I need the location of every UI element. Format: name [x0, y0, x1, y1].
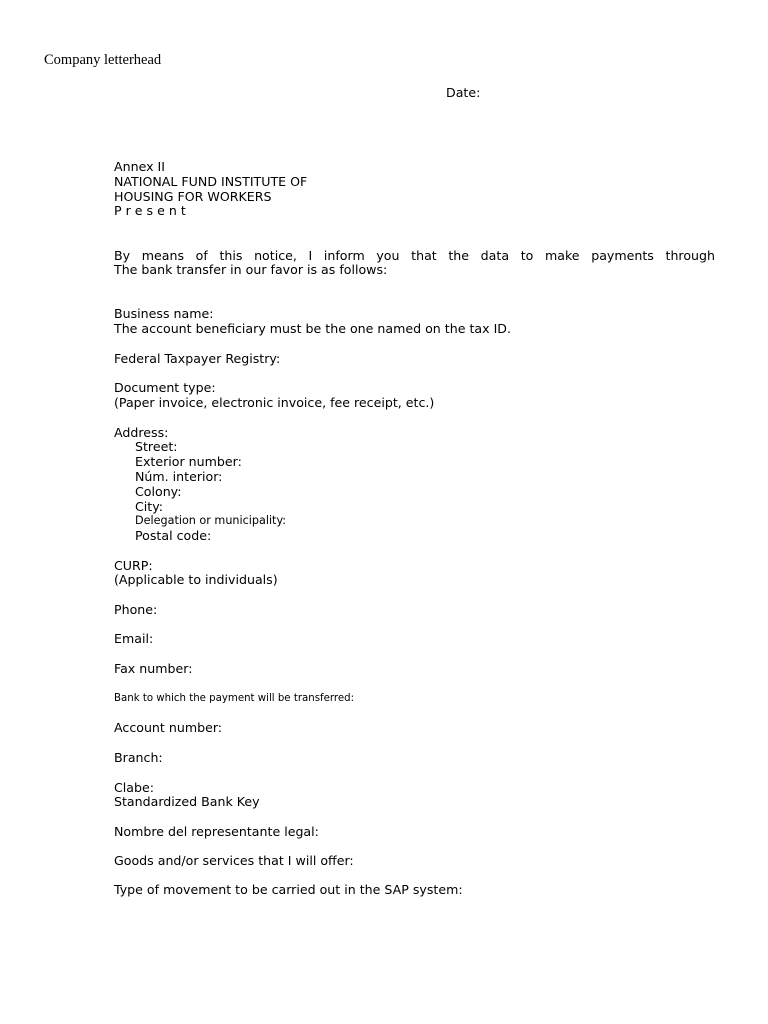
intro-line2: The bank transfer in our favor is as follows:: [114, 262, 388, 277]
city-label: City:: [135, 499, 164, 514]
interior-number-label: Núm. interior:: [135, 469, 223, 484]
exterior-number-label: Exterior number:: [135, 454, 242, 469]
postal-code-label: Postal code:: [135, 528, 212, 543]
phone-label: Phone:: [114, 602, 158, 617]
date-label: Date:: [446, 85, 481, 100]
bank-label: Bank to which the payment will be transferred:: [114, 693, 355, 704]
colony-label: Colony:: [135, 484, 182, 499]
federal-taxpayer-registry-label: Federal Taxpayer Registry:: [114, 351, 281, 366]
business-name-label: Business name:: [114, 306, 214, 321]
fax-number-label: Fax number:: [114, 661, 193, 676]
clabe-note: Standardized Bank Key: [114, 794, 260, 809]
goods-services-label: Goods and/or services that I will offer:: [114, 853, 354, 868]
curp-label: CURP:: [114, 558, 153, 573]
annex-label: Annex II: [114, 159, 165, 174]
company-letterhead: Company letterhead: [44, 52, 162, 68]
curp-note: (Applicable to individuals): [114, 572, 278, 587]
address-label: Address:: [114, 425, 169, 440]
institution-name-line1: NATIONAL FUND INSTITUTE OF: [114, 174, 308, 189]
delegation-label: Delegation or municipality:: [135, 514, 287, 527]
document-type-note: (Paper invoice, electronic invoice, fee receipt, etc.): [114, 395, 435, 410]
email-label: Email:: [114, 631, 154, 646]
street-label: Street:: [135, 439, 178, 454]
institution-name-line2: HOUSING FOR WORKERS: [114, 189, 272, 204]
document-type-label: Document type:: [114, 380, 216, 395]
branch-label: Branch:: [114, 750, 163, 765]
business-name-note: The account beneficiary must be the one named on the tax ID.: [114, 321, 511, 336]
sap-movement-label: Type of movement to be carried out in the SAP system:: [114, 882, 463, 897]
present-label: P r e s e n t: [114, 203, 186, 218]
account-number-label: Account number:: [114, 720, 223, 735]
clabe-label: Clabe:: [114, 780, 154, 795]
legal-representative-label: Nombre del representante legal:: [114, 824, 319, 839]
intro-line1: By means of this notice, I inform you that the data to make payments through: [114, 248, 715, 263]
